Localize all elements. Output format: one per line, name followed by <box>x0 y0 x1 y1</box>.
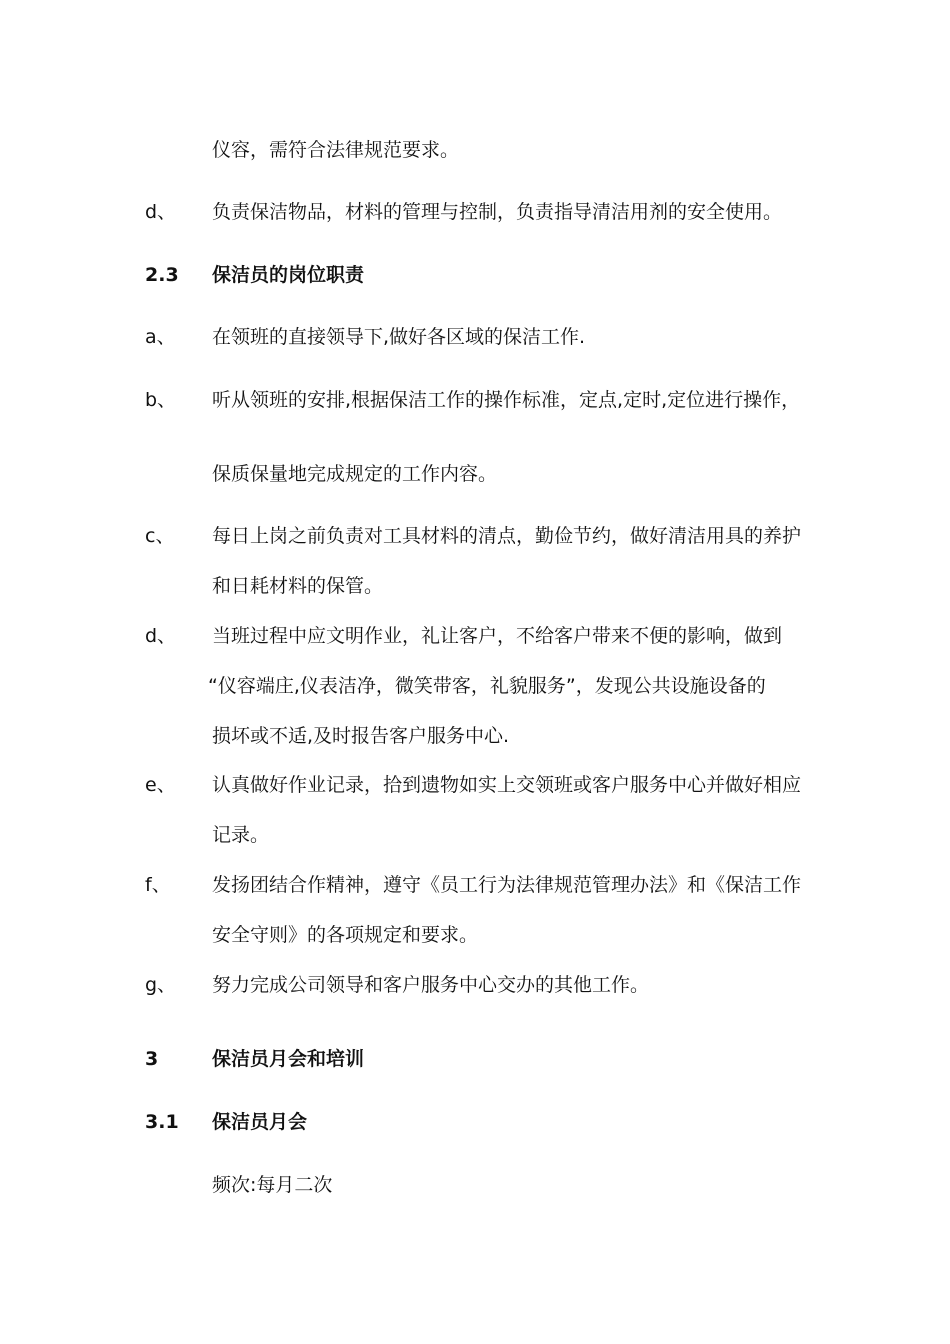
list-marker: g、 <box>145 974 177 996</box>
list-marker: d、 <box>145 625 177 647</box>
frequency-text: 频次:每月二次 <box>212 1174 333 1196</box>
list-item-text: 保质保量地完成规定的工作内容。 <box>212 463 498 485</box>
section-title: 保洁员的岗位职责 <box>212 264 365 286</box>
list-marker: d、 <box>145 201 177 223</box>
list-marker: c、 <box>145 525 175 547</box>
list-item-text: 安全守则》的各项规定和要求。 <box>212 924 479 946</box>
list-item-text: 当班过程中应文明作业，礼让客户，不给客户带来不便的影响，做到 <box>212 625 783 647</box>
list-item-text: 听从领班的安排,根据保洁工作的操作标准，定点,定时,定位进行操作， <box>212 389 801 411</box>
section-title: 保洁员月会 <box>212 1111 308 1133</box>
list-marker: b、 <box>145 389 177 411</box>
list-item-text: 努力完成公司领导和客户服务中心交办的其他工作。 <box>212 974 650 996</box>
section-number: 2.3 <box>145 264 179 286</box>
list-item-text: 在领班的直接领导下,做好各区域的保洁工作. <box>212 326 586 348</box>
section-title: 保洁员月会和培训 <box>212 1048 365 1070</box>
list-item-text: 记录。 <box>212 824 270 846</box>
list-marker: a、 <box>145 326 176 348</box>
continuation-text: 仪容，需符合法律规范要求。 <box>212 139 460 161</box>
list-item-text: 每日上岗之前负责对工具材料的清点，勤俭节约，做好清洁用具的养护 <box>212 525 802 547</box>
section-number: 3 <box>145 1048 159 1070</box>
list-marker: f、 <box>145 874 171 896</box>
list-item-text: 负责保洁物品，材料的管理与控制，负责指导清洁用剂的安全使用。 <box>212 201 783 223</box>
list-item-text: 损坏或不适,及时报告客户服务中心. <box>212 725 510 747</box>
list-item-text: 发扬团结合作精神，遵守《员工行为法律规范管理办法》和《保洁工作 <box>212 874 802 896</box>
list-item-text: “仪容端庄,仪表洁净，微笑带客，礼貌服务”，发现公共设施设备的 <box>208 675 766 697</box>
list-marker: e、 <box>145 774 176 796</box>
list-item-text: 认真做好作业记录，拾到遗物如实上交领班或客户服务中心并做好相应 <box>212 774 802 796</box>
list-item-text: 和日耗材料的保管。 <box>212 575 384 597</box>
section-number: 3.1 <box>145 1111 179 1133</box>
